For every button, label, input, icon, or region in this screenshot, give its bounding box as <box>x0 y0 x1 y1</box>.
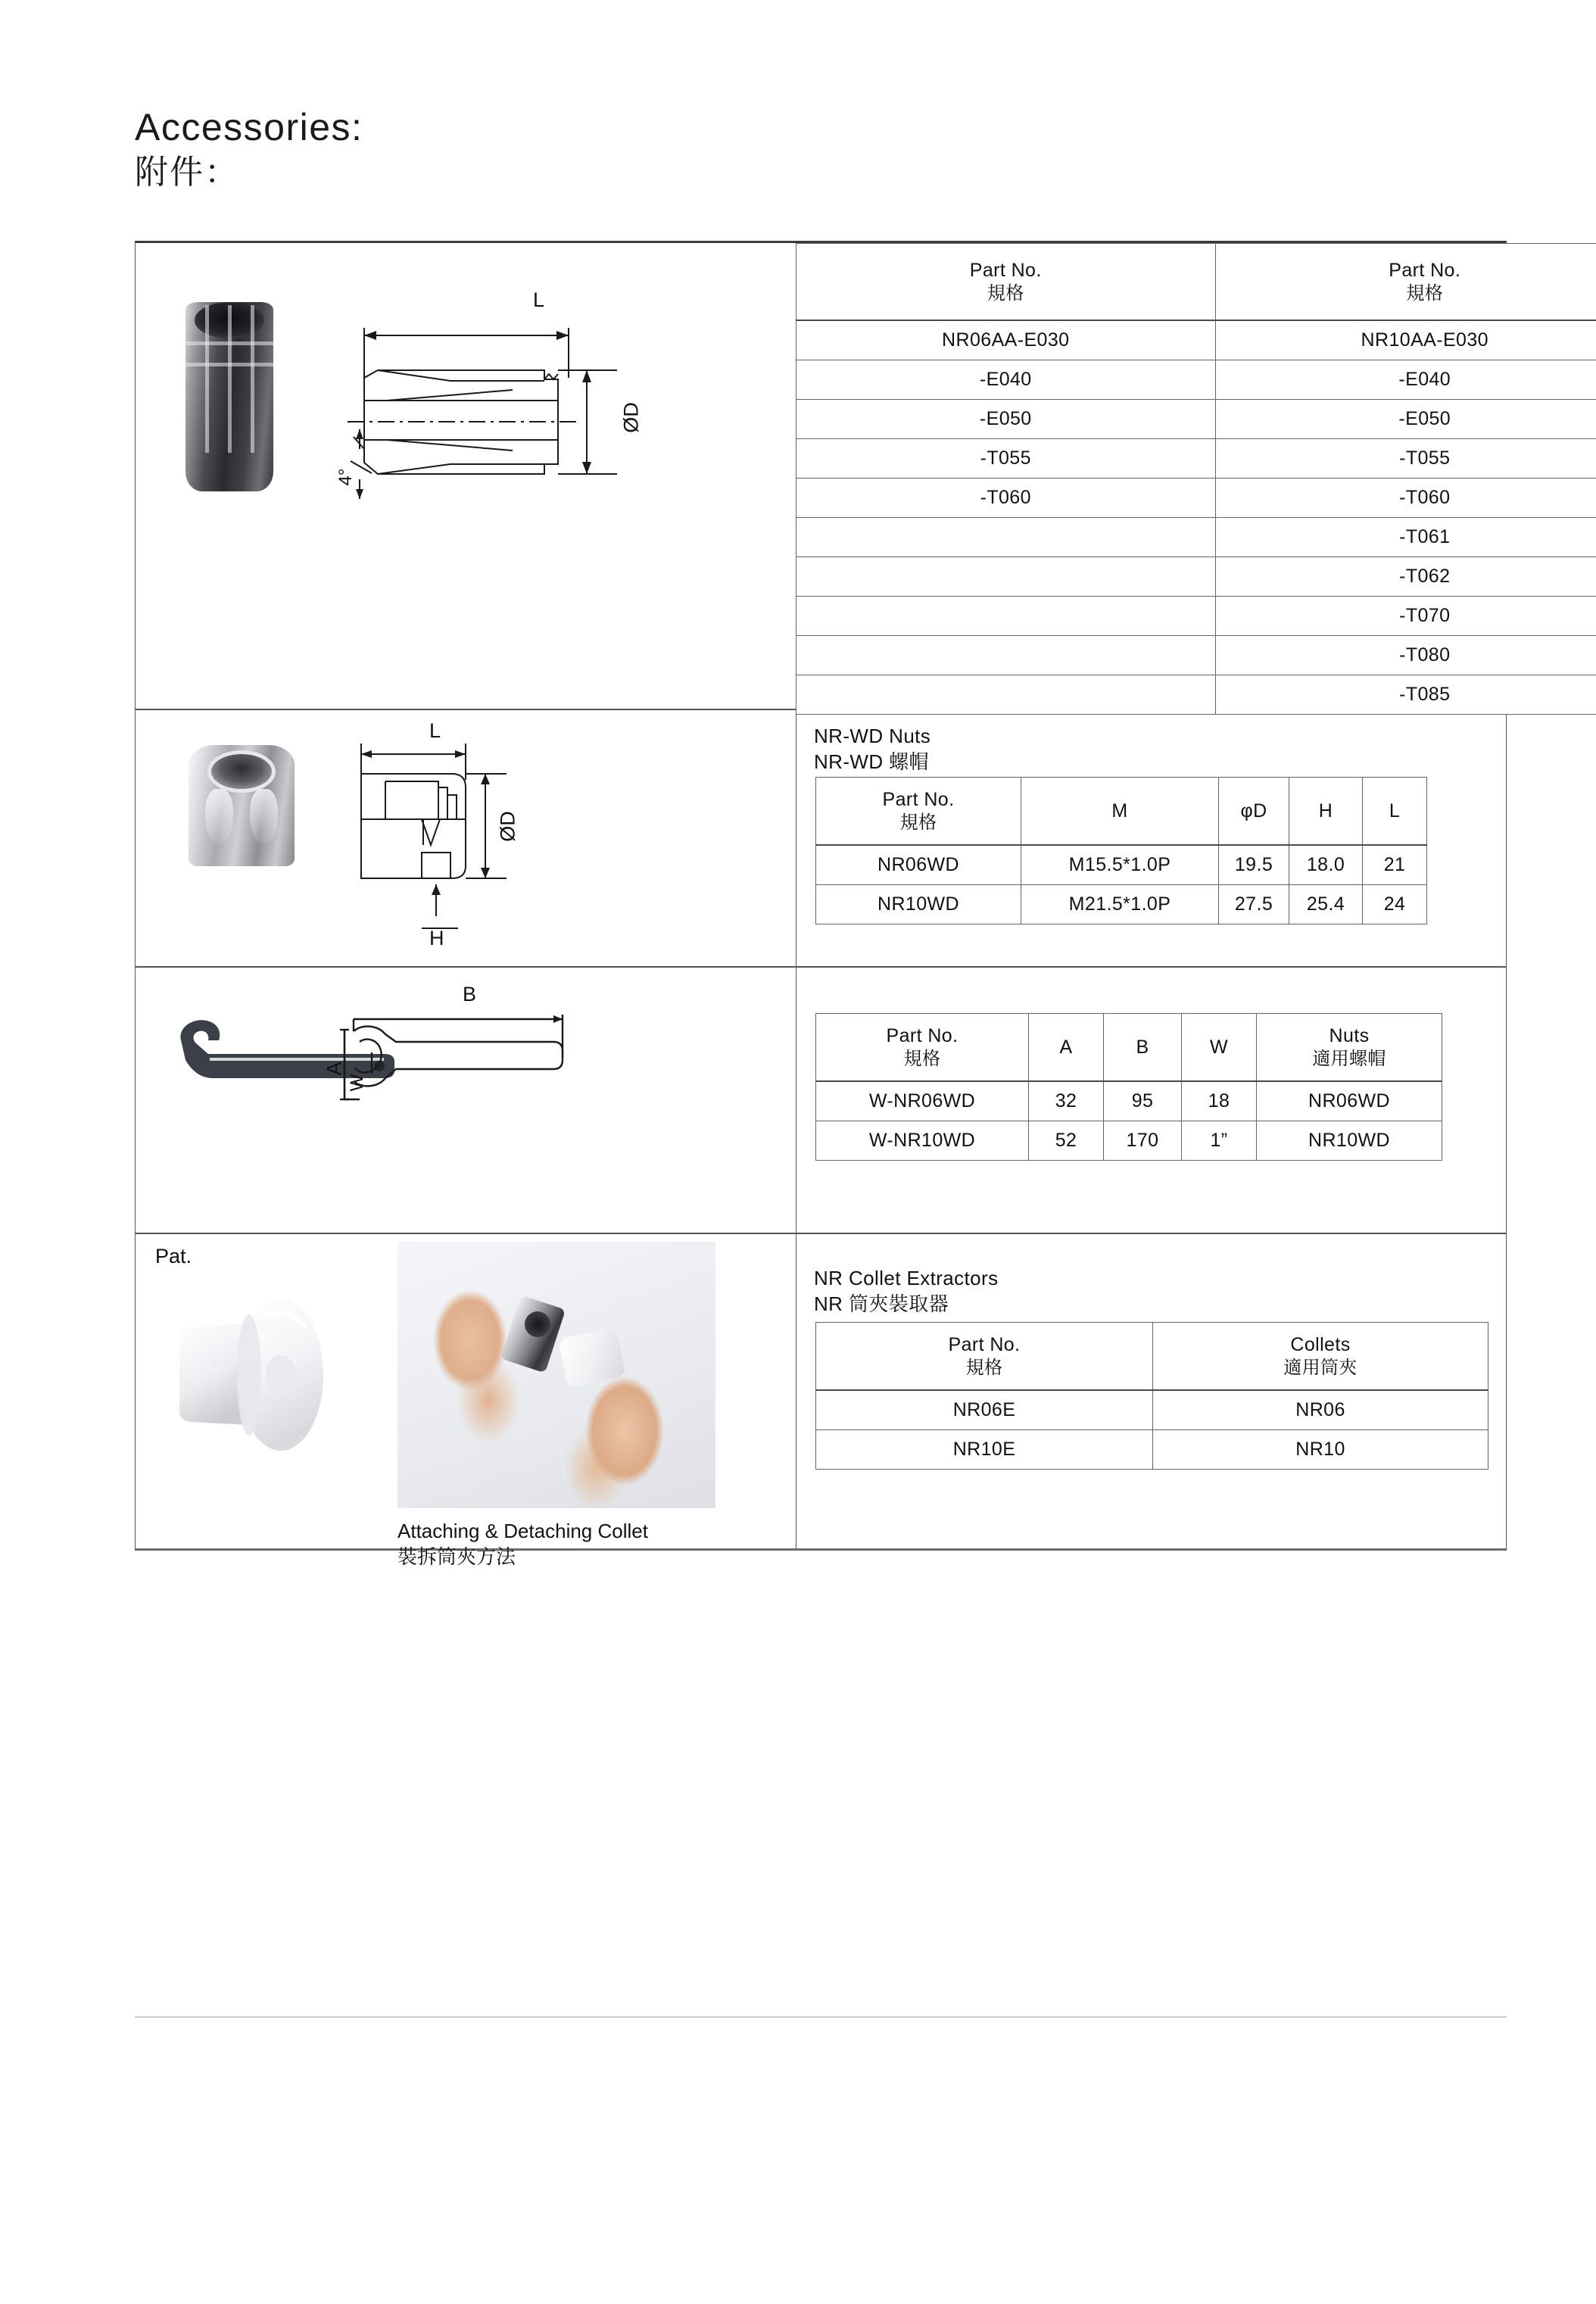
nut-photo <box>189 745 295 866</box>
nuts-spec-table <box>815 777 1427 924</box>
table-row <box>816 885 1427 924</box>
extractor-partno: NR06E <box>816 1390 1153 1430</box>
extractor-header-partno <box>816 1323 1153 1391</box>
header-zh: 規格 <box>899 812 937 833</box>
collet-part-right: -E040 <box>1215 360 1596 400</box>
wrench-w: 1” <box>1182 1121 1257 1161</box>
header-zh: 規格 <box>965 1357 1003 1378</box>
collet-part-left-empty <box>796 557 1216 597</box>
nut-l: 24 <box>1363 885 1427 924</box>
nuts-header-m: M <box>1021 778 1219 846</box>
section-collets <box>136 243 1506 709</box>
nuts-header-od: φD <box>1219 778 1289 846</box>
wrench-technical-drawing <box>329 987 647 1154</box>
page-title-en: Accessories: <box>135 106 363 148</box>
wrench-w: 18 <box>1182 1081 1257 1121</box>
extractor-photo <box>170 1287 390 1461</box>
collet-part-right: -T070 <box>1215 597 1596 636</box>
wrench-dim-label-W: W <box>347 1074 367 1092</box>
extractors-spec-table <box>815 1322 1488 1470</box>
nuts-header-l: L <box>1363 778 1427 846</box>
nut-l: 21 <box>1363 845 1427 885</box>
section-nuts <box>136 709 1506 966</box>
collet-ring <box>185 363 273 366</box>
nut-flute <box>205 789 232 845</box>
collet-part-left: -T060 <box>796 479 1216 518</box>
collet-part-right: -T062 <box>1215 557 1596 597</box>
collets-header-right <box>1215 244 1596 321</box>
collet-illustration-cell <box>136 243 796 709</box>
nut-dim-label-OD: ØD <box>496 811 519 842</box>
section-extractors <box>136 1233 1506 1568</box>
table-row <box>816 845 1427 885</box>
header-en: Part No. <box>886 1025 959 1047</box>
collets-table-body <box>796 320 1596 715</box>
collet-dim-label-angle: 4° <box>335 468 356 486</box>
extractor-header-collets <box>1153 1323 1488 1391</box>
wrench-illustration-cell <box>136 966 796 1233</box>
wrench-a: 32 <box>1029 1081 1104 1121</box>
extractor-table-cell <box>796 1233 1506 1553</box>
header-zh: 規格 <box>987 282 1024 304</box>
collet-part-left-empty <box>796 597 1216 636</box>
header-en: Part No. <box>969 260 1042 282</box>
collet-slot <box>251 305 254 453</box>
photo-caption <box>397 1519 648 1570</box>
header-en: Part No. <box>948 1334 1021 1356</box>
header-zh: 適用筒夾 <box>1283 1357 1358 1378</box>
nut-od: 19.5 <box>1219 845 1289 885</box>
wrench-nut: NR06WD <box>1257 1081 1442 1121</box>
nut-illustration-cell <box>136 709 796 966</box>
table-row <box>796 479 1596 518</box>
nut-h: 25.4 <box>1289 885 1363 924</box>
photo-extractor <box>558 1327 626 1389</box>
nuts-caption <box>814 724 930 775</box>
table-row <box>796 400 1596 439</box>
collets-part-table <box>796 243 1596 715</box>
collet-photo <box>185 302 273 491</box>
nut-dim-label-L: L <box>429 719 441 742</box>
header-en: Collets <box>1290 1334 1351 1356</box>
wrench-header-b: B <box>1104 1014 1182 1082</box>
header-en: Nuts <box>1329 1025 1370 1047</box>
nuts-header-h: H <box>1289 778 1363 846</box>
collet-part-left-empty <box>796 518 1216 557</box>
extractor-collet: NR06 <box>1153 1390 1488 1430</box>
header-en: Part No. <box>882 789 955 811</box>
header-zh: 規格 <box>903 1048 941 1069</box>
collet-part-right: -T055 <box>1215 439 1596 479</box>
wrench-partno: W-NR06WD <box>816 1081 1029 1121</box>
attaching-detaching-photo <box>397 1242 715 1508</box>
nuts-caption-en: NR-WD Nuts <box>814 725 931 747</box>
extractor-illustration-cell <box>136 1233 796 1568</box>
wrench-b: 170 <box>1104 1121 1182 1161</box>
table-header-row <box>816 1323 1488 1391</box>
table-row <box>796 320 1596 360</box>
wrench-b: 95 <box>1104 1081 1182 1121</box>
table-row <box>796 557 1596 597</box>
nuts-header-partno <box>816 778 1021 846</box>
extractor-partno: NR10E <box>816 1430 1153 1470</box>
table-row <box>796 597 1596 636</box>
collet-technical-drawing <box>317 288 741 508</box>
table-header-row <box>816 1014 1442 1082</box>
collet-part-right: -T060 <box>1215 479 1596 518</box>
page-title <box>135 108 363 190</box>
nut-dim-label-H: H <box>429 927 444 949</box>
page-title-zh: 附件： <box>135 153 239 191</box>
collet-part-right: -T085 <box>1215 675 1596 715</box>
collet-dim-label-L: L <box>533 288 545 311</box>
nuts-table-body <box>816 845 1427 924</box>
photo-caption-en: Attaching & Detaching Collet <box>397 1520 648 1542</box>
nut-m: M21.5*1.0P <box>1021 885 1219 924</box>
collet-part-left: -E040 <box>796 360 1216 400</box>
wrench-partno: W-NR10WD <box>816 1121 1029 1161</box>
collet-part-right: -T080 <box>1215 636 1596 675</box>
collet-part-right: -T061 <box>1215 518 1596 557</box>
table-row <box>796 439 1596 479</box>
extractors-caption-en: NR Collet Extractors <box>814 1267 999 1289</box>
header-zh: 規格 <box>1406 282 1444 304</box>
nut-bore <box>207 750 276 793</box>
photo-caption-zh: 裝拆筒夾方法 <box>397 1545 516 1568</box>
nut-flute <box>250 789 277 845</box>
nut-m: M15.5*1.0P <box>1021 845 1219 885</box>
table-row <box>816 1121 1442 1161</box>
wrench-dim-label-B: B <box>463 983 477 1005</box>
nut-h: 18.0 <box>1289 845 1363 885</box>
collet-table-cell <box>796 243 1506 709</box>
wrenches-table-body <box>816 1081 1442 1161</box>
collet-part-right: NR10AA-E030 <box>1215 320 1596 360</box>
patent-label: Pat. <box>155 1245 192 1267</box>
collet-part-left: NR06AA-E030 <box>796 320 1216 360</box>
table-row <box>816 1081 1442 1121</box>
table-row <box>796 518 1596 557</box>
accessories-frame <box>135 241 1507 1568</box>
wrench-nut: NR10WD <box>1257 1121 1442 1161</box>
extractors-table-body <box>816 1390 1488 1470</box>
collet-slot <box>205 305 209 453</box>
nut-partno: NR06WD <box>816 845 1021 885</box>
wrench-header-partno <box>816 1014 1029 1082</box>
extractors-caption-zh: NR 筒夾裝取器 <box>814 1292 949 1315</box>
nuts-caption-zh: NR-WD 螺帽 <box>814 750 929 773</box>
section-wrenches <box>136 966 1506 1233</box>
wrench-table-cell <box>796 966 1506 1233</box>
collet-part-left: -E050 <box>796 400 1216 439</box>
table-header-row <box>816 778 1427 846</box>
nut-table-cell <box>796 709 1506 966</box>
nut-technical-drawing <box>325 730 643 949</box>
collet-ring <box>185 341 273 345</box>
collet-slot <box>228 305 232 453</box>
nut-od: 27.5 <box>1219 885 1289 924</box>
wrench-a: 52 <box>1029 1121 1104 1161</box>
footer-rule <box>135 2016 1507 2018</box>
wrench-dim-label-A: A <box>323 1062 346 1076</box>
collet-part-left-empty <box>796 636 1216 675</box>
collet-dim-label-OD: ØD <box>619 402 643 433</box>
wrench-header-w: W <box>1182 1014 1257 1082</box>
table-row <box>816 1390 1488 1430</box>
scan-ghost-artifact <box>141 1817 150 1863</box>
header-zh: 適用螺帽 <box>1312 1048 1386 1069</box>
nut-partno: NR10WD <box>816 885 1021 924</box>
collets-header-left <box>796 244 1216 321</box>
wrenches-spec-table <box>815 1013 1442 1161</box>
extractor-collet: NR10 <box>1153 1430 1488 1470</box>
table-row <box>796 360 1596 400</box>
wrench-header-nuts <box>1257 1014 1442 1082</box>
extractors-caption <box>814 1266 999 1317</box>
collet-part-left: -T055 <box>796 439 1216 479</box>
table-row <box>796 636 1596 675</box>
table-row <box>816 1430 1488 1470</box>
wrench-header-a: A <box>1029 1014 1104 1082</box>
header-en: Part No. <box>1389 260 1461 282</box>
table-header-row <box>796 244 1596 321</box>
collet-part-right: -E050 <box>1215 400 1596 439</box>
